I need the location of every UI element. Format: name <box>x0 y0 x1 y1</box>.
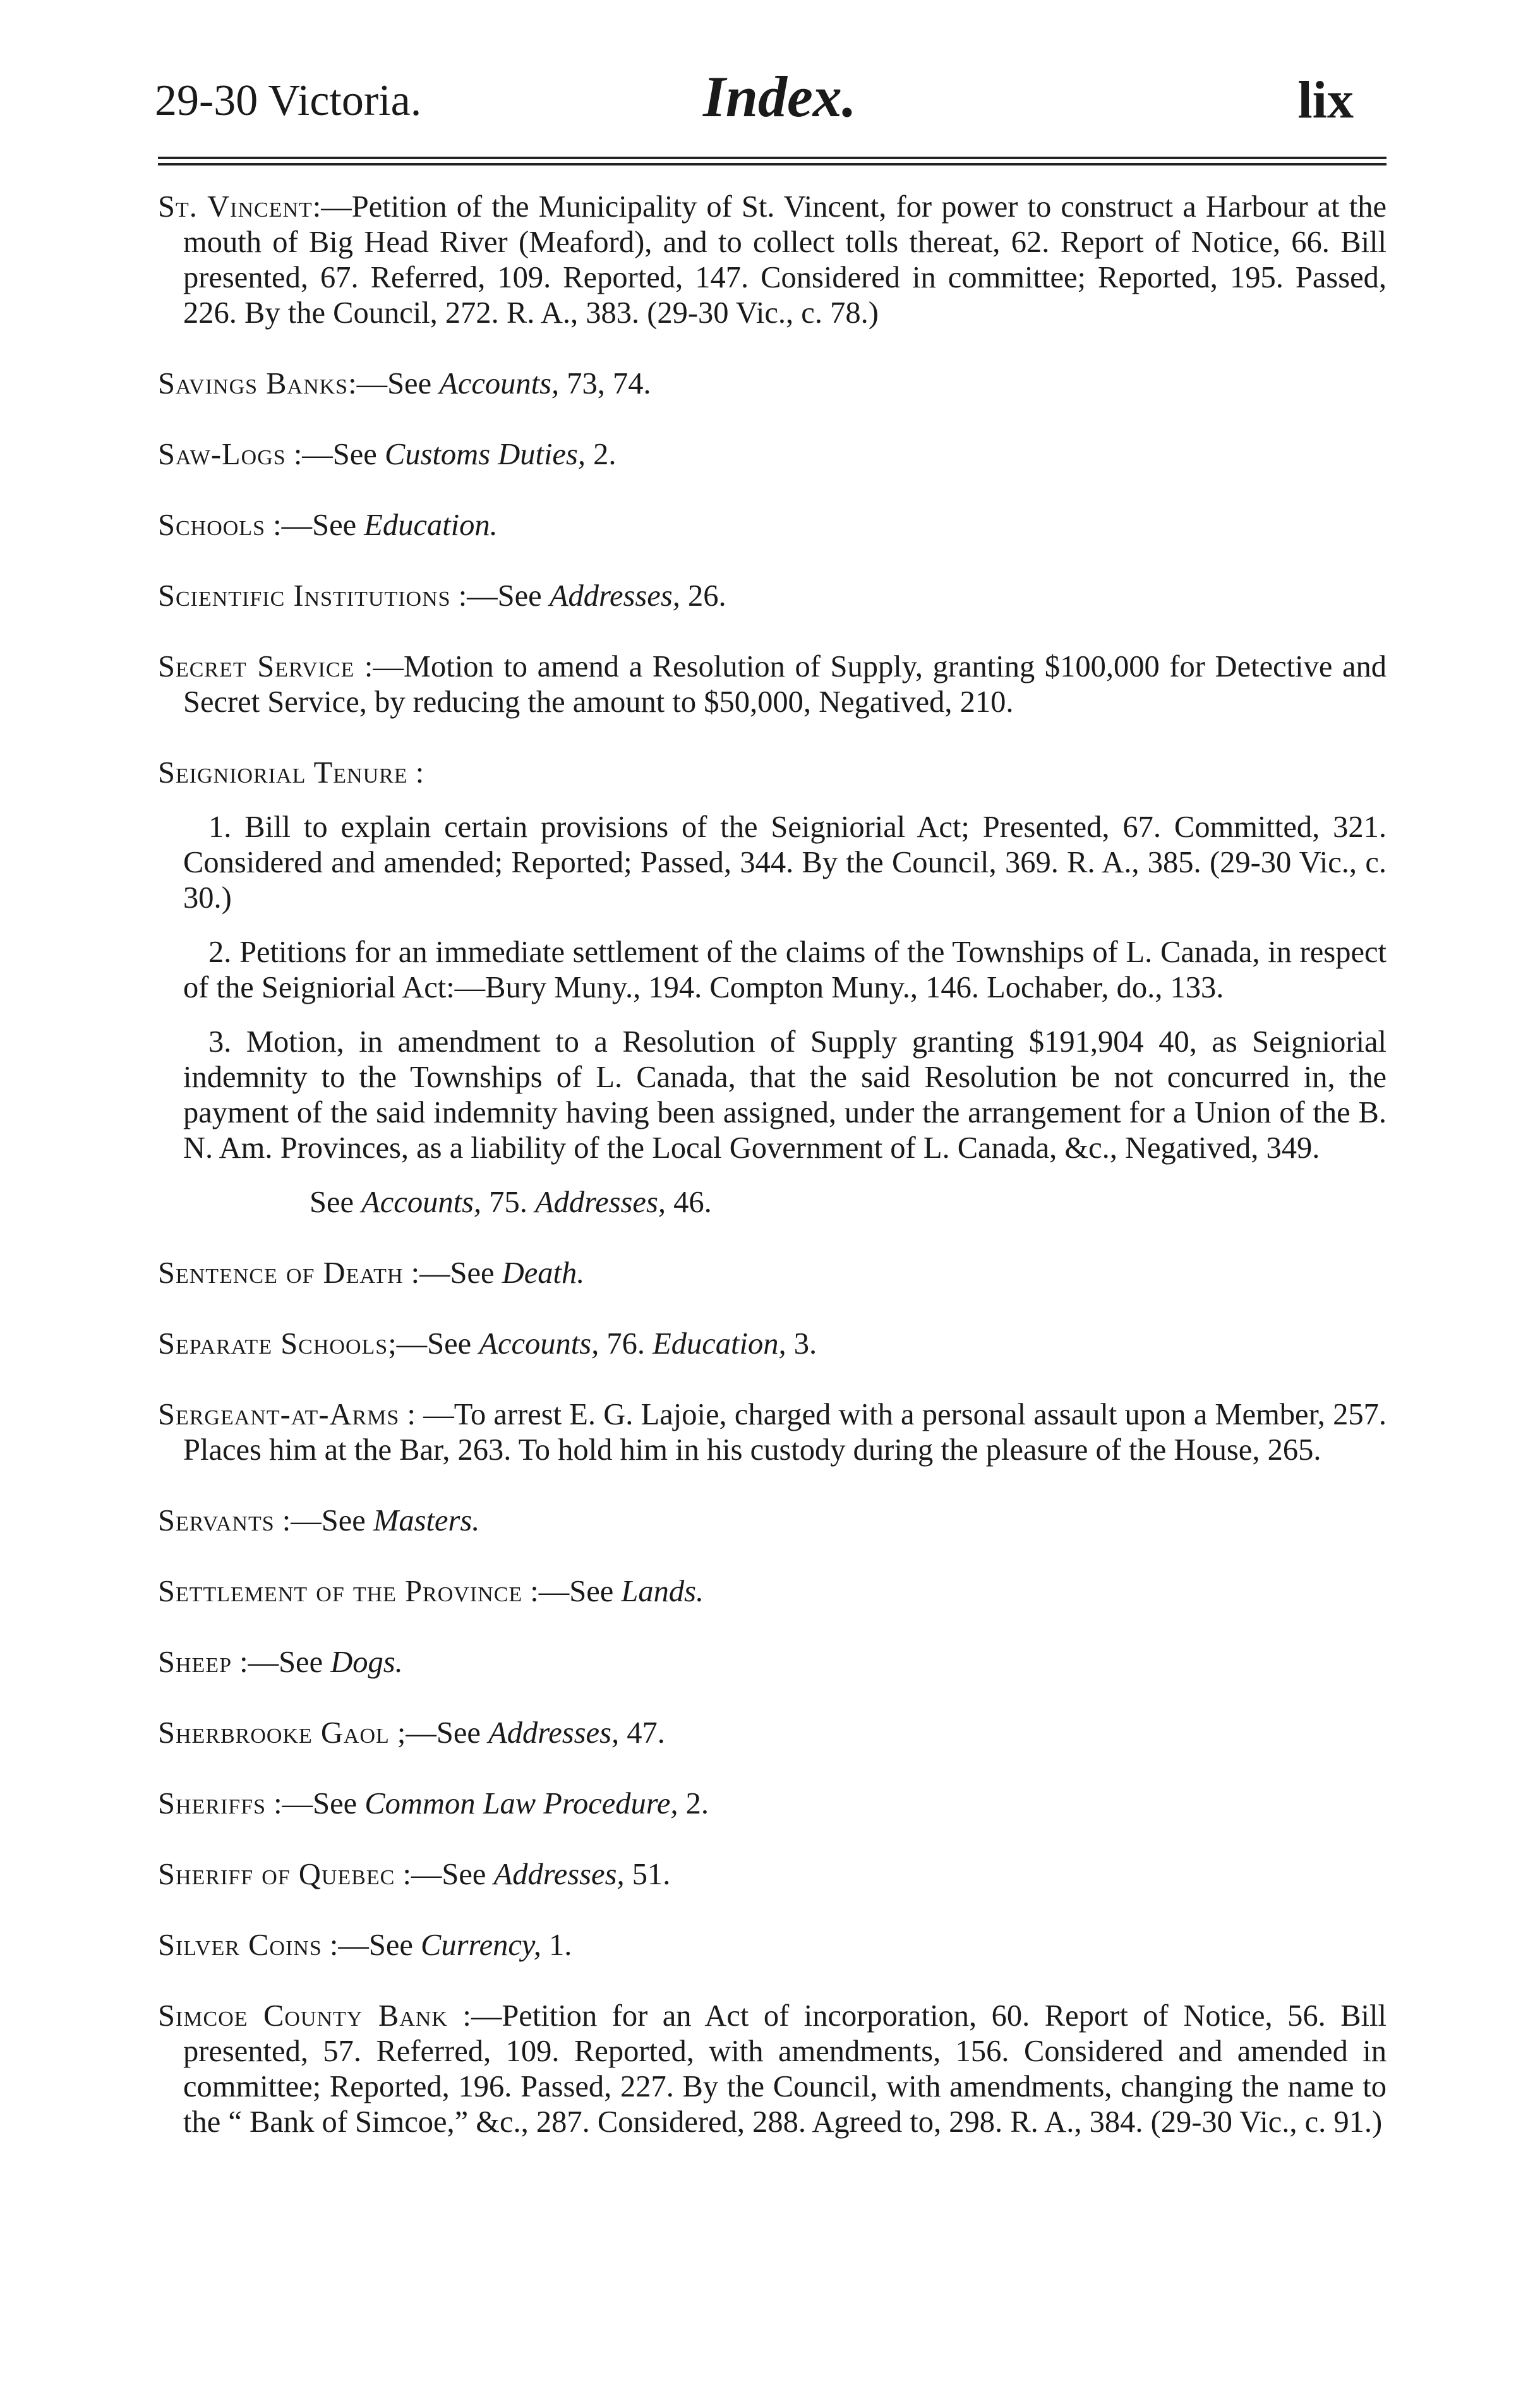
entry-heading: Savings Banks <box>158 367 349 400</box>
entry-heading: Sergeant-at-Arms <box>158 1398 400 1431</box>
entry-text: :—See <box>266 1787 365 1820</box>
entry-heading: Schools <box>158 508 265 542</box>
entry-pages: 76. <box>599 1327 653 1361</box>
page-number: lix <box>1297 71 1354 129</box>
index-entry <box>158 649 1387 720</box>
entry-text: :—Petition for an Act of incorporation, 60. Report of Notice, 56. Bill presented, 57. Referred, 109. Reported, with amendments, 156. Considered and amended in committee; Reported, 196. Passed, 227. By the Council, with amendments, changing the name to the “ Bank of Simcoe,” &c., 287. Considered, 288. Agreed to, 298. R. A., 384. (29-30 Vic., c. 91.) <box>183 1999 1387 2139</box>
entry-pages: 3. <box>786 1327 817 1361</box>
entry-heading: Sentence of Death <box>158 1256 404 1290</box>
cross-reference: Customs Duties, <box>384 438 586 471</box>
entry-heading: Sheriff of Quebec <box>158 1858 395 1891</box>
cross-reference: Accounts, <box>361 1186 482 1219</box>
cross-reference: Accounts, <box>439 367 560 400</box>
entry-heading: Seigniorial Tenure <box>158 756 408 790</box>
entry-heading: Servants <box>158 1504 275 1537</box>
index-entry <box>158 189 1387 331</box>
index-entry <box>158 1928 1387 1963</box>
index-entry <box>158 1999 1387 2140</box>
see-also-line <box>158 1185 1387 1220</box>
page-title: Index. <box>703 64 857 129</box>
entry-text: : <box>407 756 424 790</box>
entry-heading: St. Vincent <box>158 190 313 224</box>
entry-text: :—See <box>286 438 385 471</box>
index-entry <box>158 437 1387 472</box>
entry-heading: Scientific Institutions <box>158 579 451 613</box>
see-prefix: See <box>310 1186 362 1219</box>
entry-pages: 51. <box>624 1858 671 1891</box>
entry-pages: 2. <box>678 1787 709 1820</box>
sub-entry: 3. Motion, in amendment to a Resolution of Supply granting $191,904 40, as Seigniorial indemnity to the Townships of L. Canada, that the said Resolution be not concurred in, the payment of the said indemnity having been assigned, under the arrangement for a Union of the B. N. Am. Provinces, as a liability of the Local Government of L. Canada, &c., Negatived, 349. <box>183 1025 1387 1165</box>
cross-reference: Addresses, <box>549 579 680 613</box>
cross-reference: Education, <box>653 1327 786 1361</box>
entry-text: : —To arrest E. G. Lajoie, charged with a personal assault upon a Member, 257. Places him at the Bar, 263. To hold him in his custody during the pleasure of the House, 265. <box>183 1398 1387 1467</box>
cross-reference: Addresses, <box>488 1716 620 1750</box>
entry-text: :—See <box>522 1575 622 1608</box>
cross-reference: Masters. <box>373 1504 480 1537</box>
header-rule-bottom <box>158 163 1387 165</box>
entry-text: :—See <box>322 1928 421 1962</box>
sub-entry: 1. Bill to explain certain provisions of the Seigniorial Act; Presented, 67. Committed, 321. Considered and amended; Reported; Passed, 344. By the Council, 369. R. A., 385. (29-30 Vic., c. 30.) <box>183 810 1387 915</box>
entry-text: :—Motion to amend a Resolution of Supply, granting $100,000 for Detective and Secret Service, by reducing the amount to $50,000, Negatived, 210. <box>183 650 1387 719</box>
entry-pages: 2. <box>585 438 617 471</box>
volume-label: 29-30 Victoria. <box>155 76 422 125</box>
entry-text: :—See <box>265 508 364 542</box>
entry-heading: Sheriffs <box>158 1787 267 1820</box>
entry-heading: Simcoe County Bank <box>158 1999 448 2033</box>
entry-heading: Silver Coins <box>158 1928 322 1962</box>
entry-text: :—See <box>348 367 440 400</box>
index-body <box>158 189 1387 2175</box>
index-entry <box>158 1574 1387 1609</box>
entry-text: :—Petition of the Municipality of St. Vincent, for power to construct a Harbour at the mouth of Big Head River (Meaford), and to collect tolls thereat, 62. Report of Notice, 66. Bill presented, 67. Referred, 109. Reported, 147. Considered in committee; Reported, 195. Passed, 226. By the Council, 272. R. A., 383. (29-30 Vic., c. 78.) <box>183 190 1387 330</box>
cross-reference: Dogs. <box>330 1645 403 1679</box>
entry-text: ;—See <box>388 1327 479 1361</box>
cross-reference: Education. <box>364 508 498 542</box>
index-entry <box>158 1786 1387 1822</box>
entry-heading: Settlement of the Province <box>158 1575 523 1608</box>
entry-pages: 1. <box>541 1928 572 1962</box>
index-entry <box>158 755 1387 791</box>
entry-text: ;—See <box>389 1716 489 1750</box>
entry-text: :—See <box>231 1645 331 1679</box>
entry-pages: 73, 74. <box>559 367 651 400</box>
entry-text: :—See <box>403 1256 502 1290</box>
cross-reference: Lands. <box>621 1575 704 1608</box>
index-entry <box>158 1857 1387 1892</box>
entry-heading: Secret Service <box>158 650 355 683</box>
index-entry <box>158 1256 1387 1291</box>
cross-reference: Common Law Procedure, <box>364 1787 678 1820</box>
index-entry <box>158 1645 1387 1680</box>
running-header <box>155 63 1385 133</box>
entry-heading: Separate Schools <box>158 1327 388 1361</box>
entry-pages: 26. <box>680 579 726 613</box>
entry-pages: 75. <box>481 1186 535 1219</box>
cross-reference: Currency, <box>421 1928 541 1962</box>
entry-heading: Sherbrooke Gaol <box>158 1716 390 1750</box>
index-entry <box>158 1716 1387 1751</box>
index-entry <box>158 1326 1387 1362</box>
header-rule-top <box>158 157 1387 159</box>
cross-reference: Death. <box>502 1256 585 1290</box>
entry-pages: 46. <box>665 1186 712 1219</box>
entry-text: :—See <box>274 1504 373 1537</box>
entry-text: :—See <box>395 1858 494 1891</box>
cross-reference: Addresses, <box>493 1858 625 1891</box>
sub-entry: 2. Petitions for an immediate settlement of the claims of the Townships of L. Canada, in respect of the Seigniorial Act:—Bury Muny., 194. Compton Muny., 146. Lochaber, do., 133. <box>183 935 1387 1004</box>
index-entry <box>158 1397 1387 1468</box>
entry-pages: 47. <box>619 1716 665 1750</box>
index-entry <box>158 508 1387 543</box>
cross-reference: Addresses, <box>534 1186 666 1219</box>
entry-heading: Sheep <box>158 1645 232 1679</box>
entry-heading: Saw-Logs <box>158 438 286 471</box>
cross-reference: Accounts, <box>479 1327 599 1361</box>
entry-text: :—See <box>450 579 550 613</box>
index-entry <box>158 579 1387 614</box>
index-entry <box>158 1503 1387 1539</box>
index-entry <box>158 366 1387 402</box>
